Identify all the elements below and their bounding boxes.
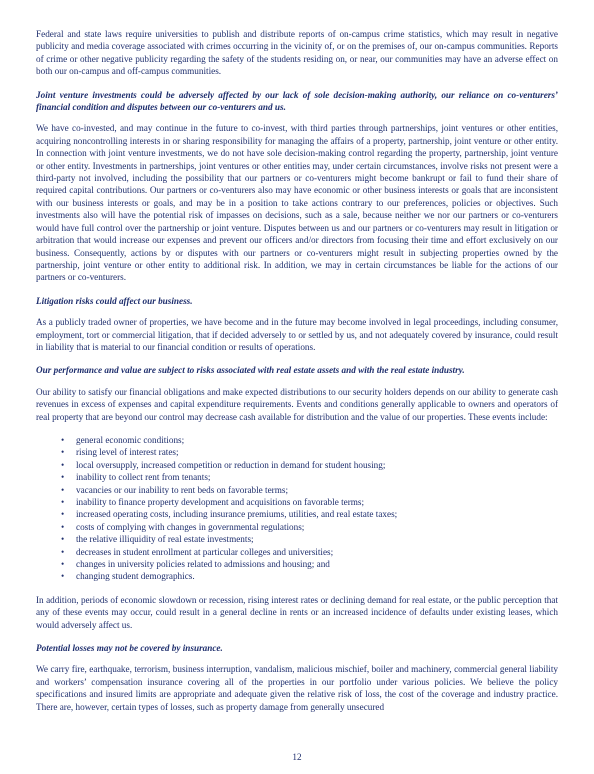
- list-item: [36, 446, 558, 458]
- joint-venture-heading: Joint venture investments could be adversely affected by our lack of sole decision-making authority, our reliance on co-venturers’ financial condition and disputes between our co-venturers and us.: [36, 89, 558, 113]
- list-item-text: inability to collect rent from tenants;: [76, 472, 211, 483]
- list-item-text: vacancies or our inability to rent beds on favorable terms;: [76, 484, 289, 495]
- list-item-text: general economic conditions;: [76, 434, 185, 445]
- list-item: [36, 496, 558, 508]
- performance-heading: Our performance and value are subject to risks associated with real estate assets and with the real estate industry.: [36, 365, 465, 376]
- addition-paragraph: In addition, periods of economic slowdown or recession, rising interest rates or declining demand for real estate, or the public perception that any of these events may occur, could result in a general decline in rents or an increased incidence of defaults under existing leases, which would adversely affect us.: [36, 594, 558, 630]
- list-item-text: local oversupply, increased competition or reduction in demand for student housing;: [76, 459, 386, 470]
- list-item: [36, 558, 558, 570]
- list-item: [36, 434, 558, 446]
- list-item: [36, 459, 558, 471]
- litigation-heading: Litigation risks could affect our business.: [36, 295, 193, 306]
- list-item-text: changing student demographics.: [76, 571, 195, 582]
- list-item-text: increased operating costs, including insurance premiums, utilities, and real estate taxes;: [76, 509, 398, 520]
- performance-paragraph: Our ability to satisfy our financial obligations and make expected distributions to our security holders depends on our ability to generate cash revenues in excess of expenses and capital expenditure requirements. Events and conditions generally applicable to owners and operators of real property that are beyond our control may decrease cash available for distribution and the value of our properties. These events include:: [36, 386, 558, 422]
- bullet-icon: •: [61, 509, 65, 520]
- bullet-icon: •: [61, 447, 65, 458]
- bullet-icon: •: [61, 459, 65, 470]
- list-item: [36, 471, 558, 483]
- list-item: [36, 546, 558, 558]
- bullet-icon: •: [61, 571, 65, 582]
- bullet-icon: •: [61, 472, 65, 483]
- bullet-icon: •: [61, 484, 65, 495]
- joint-venture-paragraph: We have co-invested, and may continue in the future to co-invest, with third parties through partnerships, joint ventures or other entities, acquiring noncontrolling interests in or sharing responsibility for managing the affairs of a property, partnership, joint venture or other entity. In connection with joint venture investments, we do not have sole decision-making control regarding the property, partnership, joint venture or other entity. Investments in partnerships, joint ventures or other entities may, under certain circumstances, involve risks not present were a third-party not involved, including the possibility that our partners or co-venturers might become bankrupt or fail to fund their share of required capital contributions. Our partners or co-venturers also may have economic or other business interests or goals that are inconsistent with our business interests or goals, and may be in a position to take actions contrary to our preferences, policies or objectives. Such investments also will have the potential risk of impasses on decisions, such as a sale, because neither we nor our partners or co-venturers would have full control over the partnership or joint venture. Disputes between us and our partners or co-venturers may result in litigation or arbitration that would increase our expenses and prevent our officers and/or directors from focusing their time and effort exclusively on our business. Consequently, actions by or disputes with our partners or co-venturers might result in subjecting properties owned by the partnership, joint venture or other entity to additional risk. In addition, we may in certain circumstances be liable for the actions of our partners or co-venturers.: [36, 123, 558, 283]
- risk-events-list: [36, 434, 558, 583]
- crime-statistics-paragraph: Federal and state laws require universities to publish and distribute reports of on-campus crime statistics, which may result in negative publicity and media coverage associated with crimes occurring in the vicinity of, or on the premises of, our on-campus communities. Reports of crime or other negative publicity regarding the safety of the students residing on, or near, our communities may have an adverse effect on both our on-campus and off-campus communities.: [36, 29, 558, 77]
- bullet-icon: •: [61, 534, 65, 545]
- insurance-heading: Potential losses may not be covered by insurance.: [36, 643, 223, 654]
- list-item: [36, 570, 558, 582]
- list-item: [36, 533, 558, 545]
- list-item: [36, 508, 558, 520]
- insurance-paragraph: We carry fire, earthquake, terrorism, business interruption, vandalism, malicious mischief, boiler and machinery, commercial general liability and workers’ compensation insurance covering all of the properties in our portfolio under various policies. We believe the policy specifications and insured limits are appropriate and adequate given the relative risk of loss, the cost of the coverage and industry practice. There are, however, certain types of losses, such as property damage from generally unsecured: [36, 664, 558, 712]
- bullet-icon: •: [61, 434, 65, 445]
- list-item-text: decreases in student enrollment at particular colleges and universities;: [76, 546, 334, 557]
- bullet-icon: •: [61, 521, 65, 532]
- bullet-icon: •: [61, 497, 65, 507]
- bullet-icon: •: [61, 559, 65, 570]
- list-item-text: changes in university policies related to admissions and housing; and: [76, 559, 330, 570]
- list-item-text: costs of complying with changes in governmental regulations;: [76, 521, 305, 532]
- bullet-icon: •: [61, 546, 65, 557]
- litigation-paragraph: As a publicly traded owner of properties, we have become and in the future may become involved in legal proceedings, including consumer, employment, tort or commercial litigation, that if decided adversely to or settled by us, and not adequately covered by insurance, could result in liability that is material to our financial condition or results of operations.: [36, 317, 558, 352]
- list-item-text: inability to finance property development and acquisitions on favorable terms;: [76, 497, 365, 507]
- list-item: [36, 484, 558, 496]
- list-item: [36, 521, 558, 533]
- page-number: 12: [292, 752, 302, 762]
- list-item-text: the relative illiquidity of real estate investments;: [76, 534, 254, 545]
- list-item-text: rising level of interest rates;: [76, 447, 179, 458]
